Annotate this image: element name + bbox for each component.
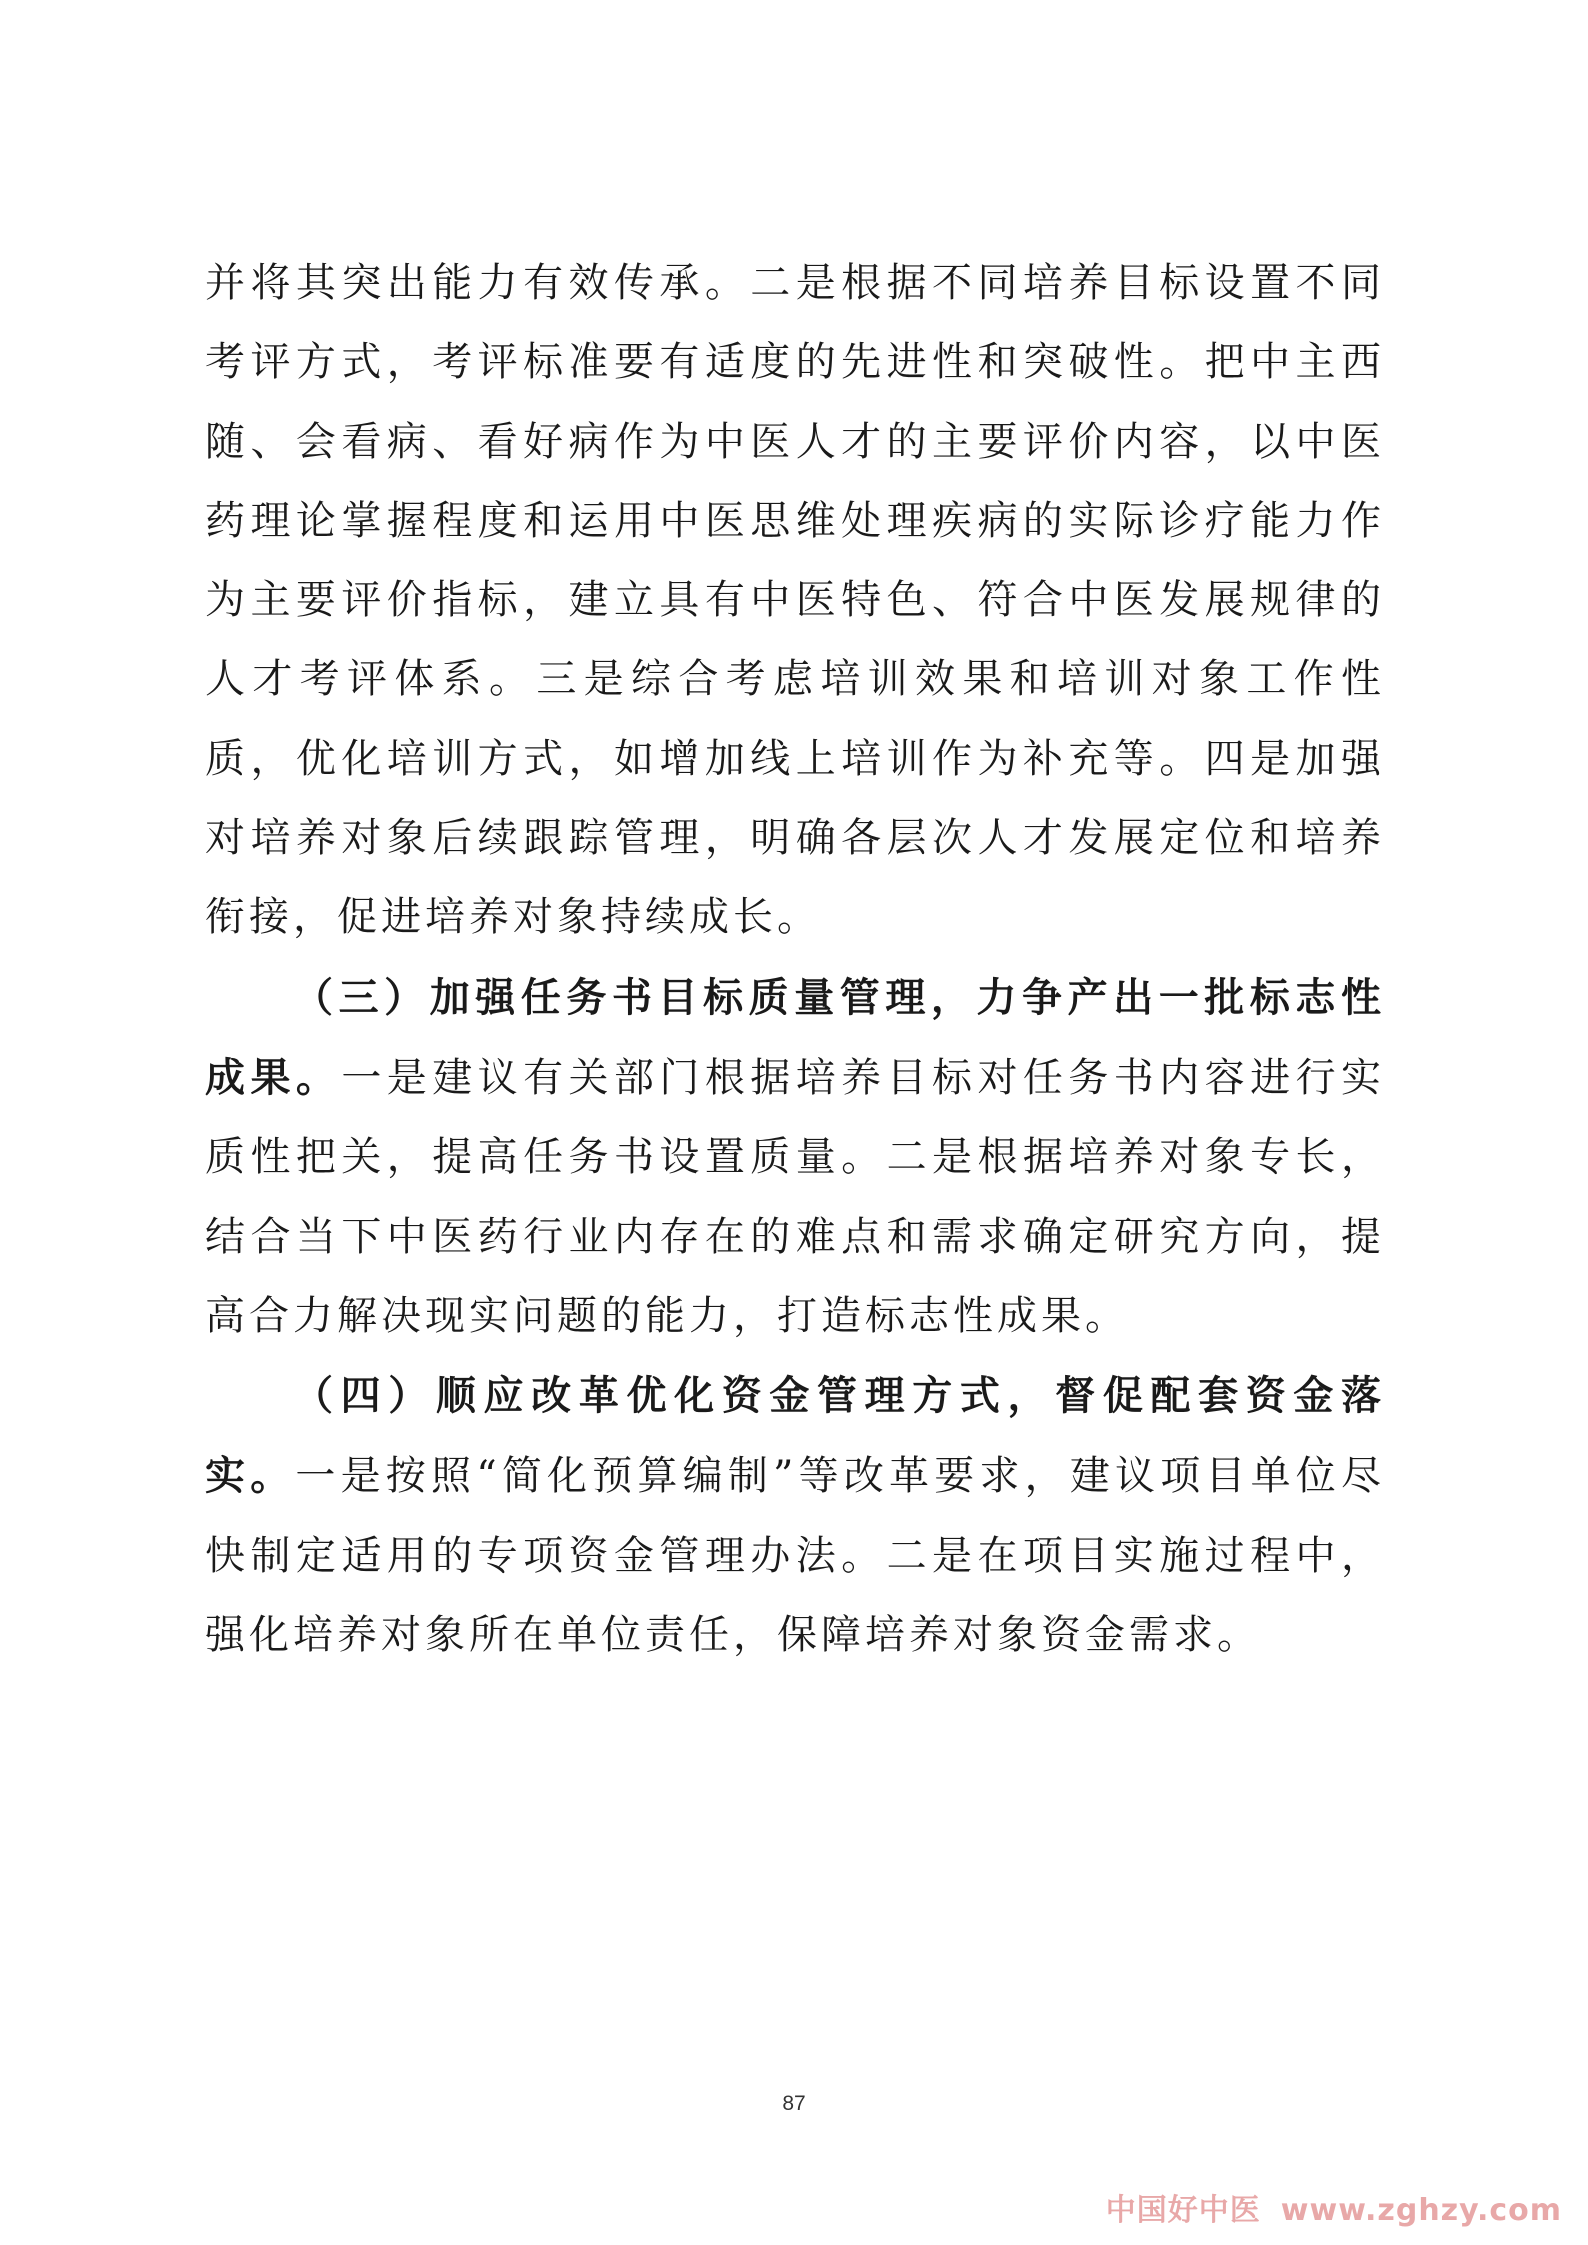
paragraph-section-4 bbox=[205, 1356, 1385, 1675]
page-number: 87 bbox=[782, 2092, 806, 2115]
section-heading-3: （三）加强任务书目标质量管理，力争产出一批标志性成果。 bbox=[205, 973, 1385, 1101]
section-body-4: 一是按照“简化预算编制”等改革要求，建议项目单位尽快制定适用的专项资金管理办法。二是在项目实施过程中，强化培养对象所在单位责任，保障培养对象资金需求。 bbox=[205, 1453, 1386, 1659]
paragraph-section-3 bbox=[205, 958, 1385, 1356]
paragraph-continuation bbox=[205, 244, 1385, 958]
watermark-site-name: 中国好中医 bbox=[1105, 2193, 1261, 2228]
watermark-url: www.zghzy.com bbox=[1280, 2193, 1562, 2228]
paragraph-text: 并将其突出能力有效传承。二是根据不同培养目标设置不同考评方式，考评标准要有适度的先进性和突破性。把中主西随、会看病、看好病作为中医人才的主要评价内容，以中医药理论掌握程度和运用中医思维处理疾病的实际诊疗能力作为主要评价指标，建立具有中医特色、符合中医发展规律的人才考评体系。三是综合考虑培训效果和培训对象工作性质，优化培训方式，如增加线上培训作为补充等。四是加强对培养对象后续跟踪管理，明确各层次人才发展定位和培养衔接，促进培养对象持续成长。 bbox=[205, 260, 1385, 941]
section-body-3: 一是建议有关部门根据培养目标对任务书内容进行实质性把关，提高任务书设置质量。二是根据培养对象专长，结合当下中医药行业内存在的难点和需求确定研究方向，提高合力解决现实问题的能力，打造标志性成果。 bbox=[205, 1054, 1386, 1339]
body-text bbox=[205, 244, 1385, 1675]
watermark bbox=[1106, 2185, 1562, 2229]
section-heading-4: （四）顺应改革优化资金管理方式，督促配套资金落实。 bbox=[205, 1372, 1385, 1500]
